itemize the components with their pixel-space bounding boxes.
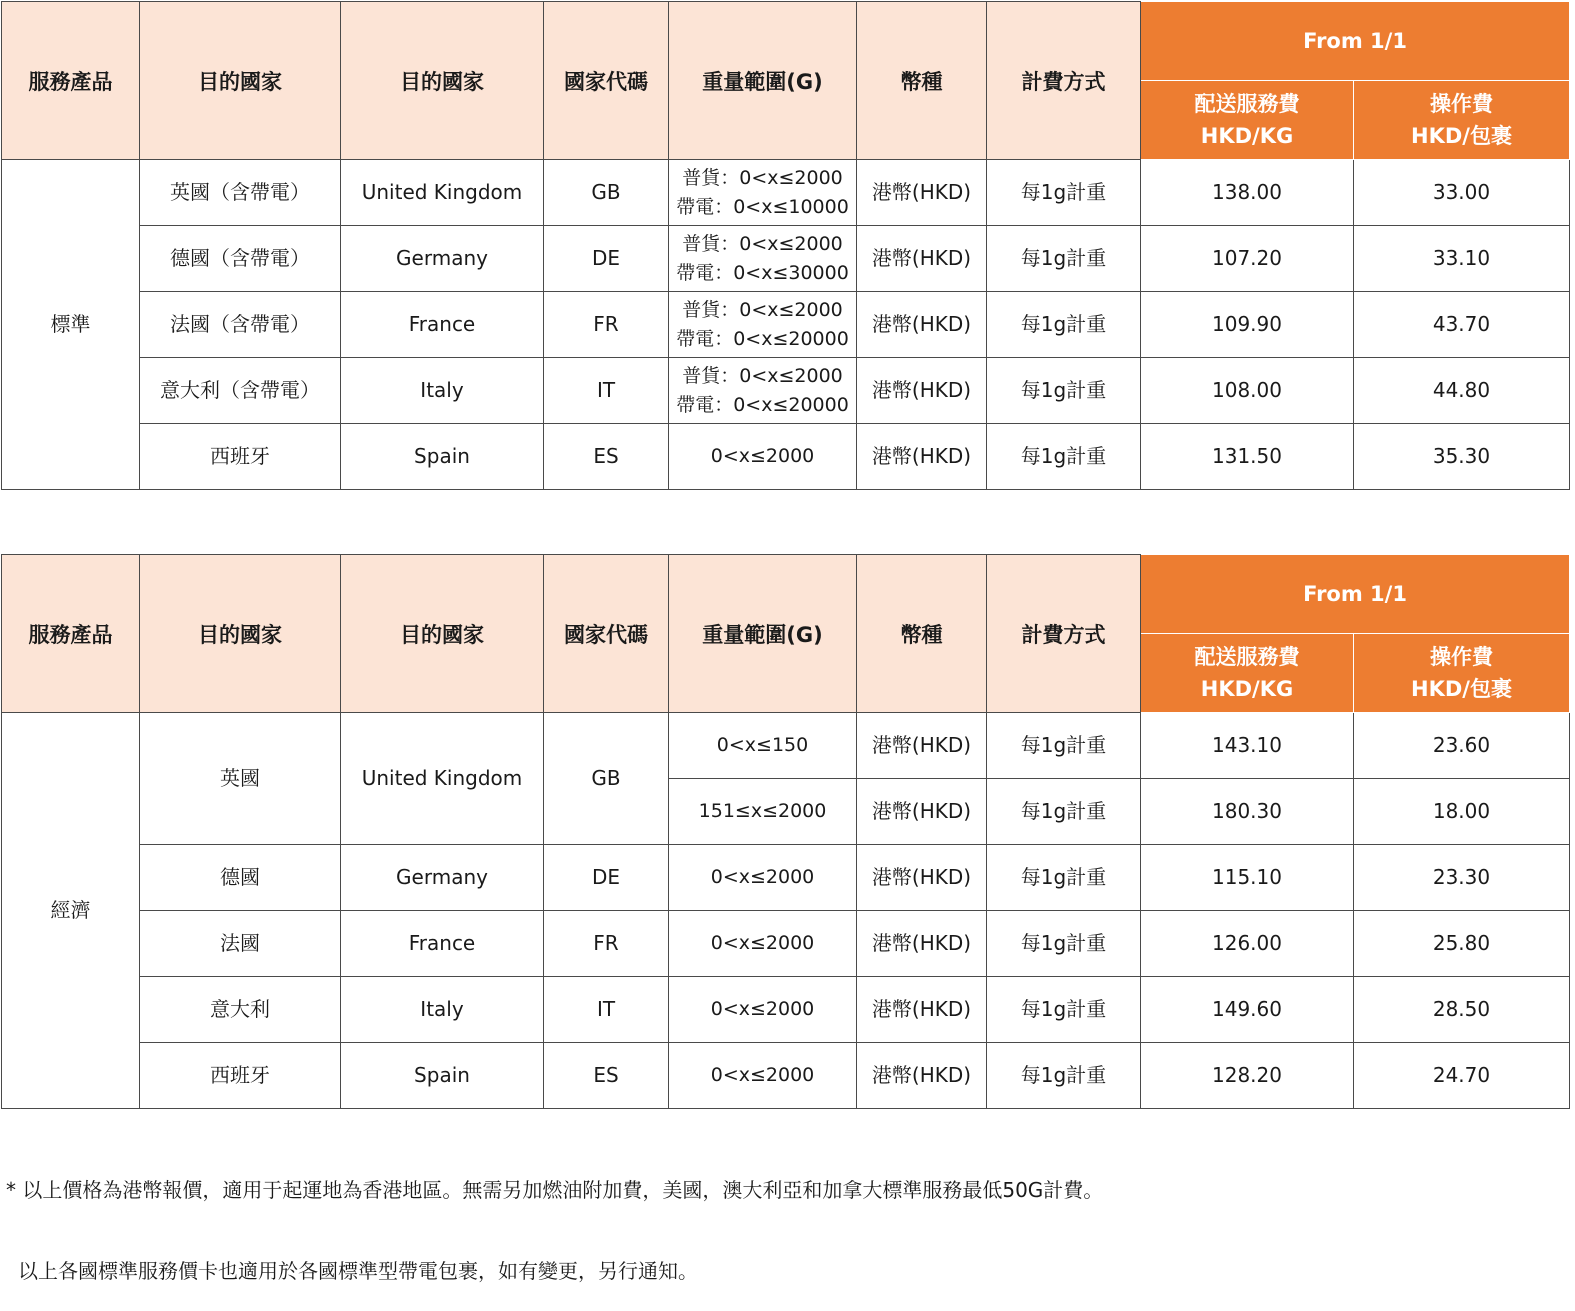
table-row — [2, 1043, 1570, 1109]
delivery-fee-cell: 107.20 — [1141, 226, 1354, 292]
battery-note: 以上各國標準服務價卡也適用於各國標準型帶電包裹，如有變更，另行通知。 — [18, 1259, 698, 1283]
header-currency: 幣種 — [857, 555, 987, 713]
currency-cell: 港幣(HKD) — [857, 1043, 987, 1109]
currency-cell: 港幣(HKD) — [857, 424, 987, 490]
header-handling-fee — [1354, 81, 1570, 160]
table-row — [2, 226, 1570, 292]
billing-cell: 每1g計重 — [987, 160, 1141, 226]
table-row — [2, 424, 1570, 490]
handling-fee-cell: 25.80 — [1354, 911, 1570, 977]
weight-line: 普貨：0<x≤2000 — [682, 232, 843, 255]
country-cn-cell: 英國（含帶電） — [140, 160, 341, 226]
country-en-cell: Germany — [341, 845, 544, 911]
service-cell: 經濟 — [2, 713, 140, 1109]
country-en-cell: Spain — [341, 1043, 544, 1109]
country-cn-cell: 法國（含帶電） — [140, 292, 341, 358]
delivery-fee-cell: 180.30 — [1141, 779, 1354, 845]
country-cn-cell: 意大利 — [140, 977, 341, 1043]
weight-cell — [669, 226, 857, 292]
billing-cell: 每1g計重 — [987, 977, 1141, 1043]
weight-line: 帶電：0<x≤20000 — [676, 327, 849, 350]
handling-fee-cell: 33.10 — [1354, 226, 1570, 292]
header-weight-range: 重量範圍(G) — [669, 555, 857, 713]
country-en-cell: United Kingdom — [341, 160, 544, 226]
weight-cell: 0<x≤2000 — [669, 911, 857, 977]
table-row — [2, 977, 1570, 1043]
weight-cell — [669, 358, 857, 424]
table-row — [2, 358, 1570, 424]
header-delivery-fee-line2: HKD/KG — [1200, 677, 1294, 701]
delivery-fee-cell: 109.90 — [1141, 292, 1354, 358]
weight-line: 帶電：0<x≤20000 — [676, 393, 849, 416]
handling-fee-cell: 23.60 — [1354, 713, 1570, 779]
country-code-cell: FR — [544, 292, 669, 358]
currency-cell: 港幣(HKD) — [857, 911, 987, 977]
table-row — [2, 292, 1570, 358]
weight-cell: 0<x≤2000 — [669, 845, 857, 911]
header-delivery-fee-line1: 配送服務費 — [1194, 645, 1300, 669]
billing-cell: 每1g計重 — [987, 1043, 1141, 1109]
delivery-fee-cell: 131.50 — [1141, 424, 1354, 490]
table-row — [2, 160, 1570, 226]
delivery-fee-cell: 126.00 — [1141, 911, 1354, 977]
currency-cell: 港幣(HKD) — [857, 845, 987, 911]
delivery-fee-cell: 138.00 — [1141, 160, 1354, 226]
country-en-cell: Italy — [341, 977, 544, 1043]
country-cn-cell: 法國 — [140, 911, 341, 977]
weight-line: 帶電：0<x≤30000 — [676, 261, 849, 284]
table-row — [2, 845, 1570, 911]
header-delivery-fee-line1: 配送服務費 — [1194, 92, 1300, 116]
handling-fee-cell: 44.80 — [1354, 358, 1570, 424]
billing-cell: 每1g計重 — [987, 226, 1141, 292]
economy-rate-table — [1, 554, 1570, 1109]
country-en-cell: France — [341, 911, 544, 977]
handling-fee-cell: 33.00 — [1354, 160, 1570, 226]
header-country-code: 國家代碼 — [544, 555, 669, 713]
handling-fee-cell: 35.30 — [1354, 424, 1570, 490]
delivery-fee-cell: 108.00 — [1141, 358, 1354, 424]
country-cn-cell: 西班牙 — [140, 1043, 341, 1109]
header-billing-method: 計費方式 — [987, 2, 1141, 160]
table-row — [2, 713, 1570, 779]
handling-fee-cell: 24.70 — [1354, 1043, 1570, 1109]
country-code-cell: IT — [544, 977, 669, 1043]
country-code-cell: ES — [544, 424, 669, 490]
billing-cell: 每1g計重 — [987, 845, 1141, 911]
delivery-fee-cell: 128.20 — [1141, 1043, 1354, 1109]
billing-cell: 每1g計重 — [987, 358, 1141, 424]
billing-cell: 每1g計重 — [987, 911, 1141, 977]
handling-fee-cell: 43.70 — [1354, 292, 1570, 358]
header-destination-en: 目的國家 — [341, 555, 544, 713]
country-cn-cell: 德國（含帶電） — [140, 226, 341, 292]
header-handling-fee-line1: 操作費 — [1430, 92, 1493, 116]
country-en-cell: Germany — [341, 226, 544, 292]
weight-cell — [669, 292, 857, 358]
country-code-cell: GB — [544, 713, 669, 845]
header-handling-fee — [1354, 634, 1570, 713]
currency-cell: 港幣(HKD) — [857, 713, 987, 779]
weight-cell: 0<x≤2000 — [669, 977, 857, 1043]
header-from-date: From 1/1 — [1141, 2, 1570, 81]
country-en-cell: United Kingdom — [341, 713, 544, 845]
currency-cell: 港幣(HKD) — [857, 977, 987, 1043]
country-en-cell: Italy — [341, 358, 544, 424]
country-code-cell: GB — [544, 160, 669, 226]
weight-line: 普貨：0<x≤2000 — [682, 364, 843, 387]
country-code-cell: ES — [544, 1043, 669, 1109]
weight-cell: 0<x≤150 — [669, 713, 857, 779]
pricing-note: * 以上價格為港幣報價，適用于起運地為香港地區。無需另加燃油附加費，美國，澳大利亞和加拿大標準服務最低50G計費。 — [6, 1178, 1104, 1202]
country-cn-cell: 德國 — [140, 845, 341, 911]
country-cn-cell: 西班牙 — [140, 424, 341, 490]
header-weight-range: 重量範圍(G) — [669, 2, 857, 160]
header-delivery-fee — [1141, 634, 1354, 713]
weight-line: 帶電：0<x≤10000 — [676, 195, 849, 218]
header-destination-en: 目的國家 — [341, 2, 544, 160]
country-cn-cell: 意大利（含帶電） — [140, 358, 341, 424]
header-handling-fee-line2: HKD/包裹 — [1411, 124, 1512, 148]
billing-cell: 每1g計重 — [987, 713, 1141, 779]
country-code-cell: FR — [544, 911, 669, 977]
weight-cell: 0<x≤2000 — [669, 1043, 857, 1109]
country-code-cell: IT — [544, 358, 669, 424]
country-en-cell: France — [341, 292, 544, 358]
billing-cell: 每1g計重 — [987, 424, 1141, 490]
weight-cell: 0<x≤2000 — [669, 424, 857, 490]
weight-cell — [669, 160, 857, 226]
header-delivery-fee — [1141, 81, 1354, 160]
currency-cell: 港幣(HKD) — [857, 779, 987, 845]
country-code-cell: DE — [544, 845, 669, 911]
weight-cell: 151≤x≤2000 — [669, 779, 857, 845]
currency-cell: 港幣(HKD) — [857, 226, 987, 292]
header-destination-cn: 目的國家 — [140, 2, 341, 160]
header-service-product: 服務產品 — [2, 555, 140, 713]
country-en-cell: Spain — [341, 424, 544, 490]
country-code-cell: DE — [544, 226, 669, 292]
header-currency: 幣種 — [857, 2, 987, 160]
currency-cell: 港幣(HKD) — [857, 292, 987, 358]
header-handling-fee-line1: 操作費 — [1430, 645, 1493, 669]
header-destination-cn: 目的國家 — [140, 555, 341, 713]
delivery-fee-cell: 143.10 — [1141, 713, 1354, 779]
country-cn-cell: 英國 — [140, 713, 341, 845]
handling-fee-cell: 28.50 — [1354, 977, 1570, 1043]
handling-fee-cell: 18.00 — [1354, 779, 1570, 845]
header-delivery-fee-line2: HKD/KG — [1200, 124, 1294, 148]
delivery-fee-cell: 115.10 — [1141, 845, 1354, 911]
handling-fee-cell: 23.30 — [1354, 845, 1570, 911]
header-service-product: 服務產品 — [2, 2, 140, 160]
delivery-fee-cell: 149.60 — [1141, 977, 1354, 1043]
currency-cell: 港幣(HKD) — [857, 160, 987, 226]
header-country-code: 國家代碼 — [544, 2, 669, 160]
header-handling-fee-line2: HKD/包裹 — [1411, 677, 1512, 701]
billing-cell: 每1g計重 — [987, 779, 1141, 845]
billing-cell: 每1g計重 — [987, 292, 1141, 358]
currency-cell: 港幣(HKD) — [857, 358, 987, 424]
weight-line: 普貨：0<x≤2000 — [682, 166, 843, 189]
standard-rate-table — [1, 1, 1570, 490]
service-cell: 標準 — [2, 160, 140, 490]
header-billing-method: 計費方式 — [987, 555, 1141, 713]
header-from-date: From 1/1 — [1141, 555, 1570, 634]
weight-line: 普貨：0<x≤2000 — [682, 298, 843, 321]
table-row — [2, 911, 1570, 977]
